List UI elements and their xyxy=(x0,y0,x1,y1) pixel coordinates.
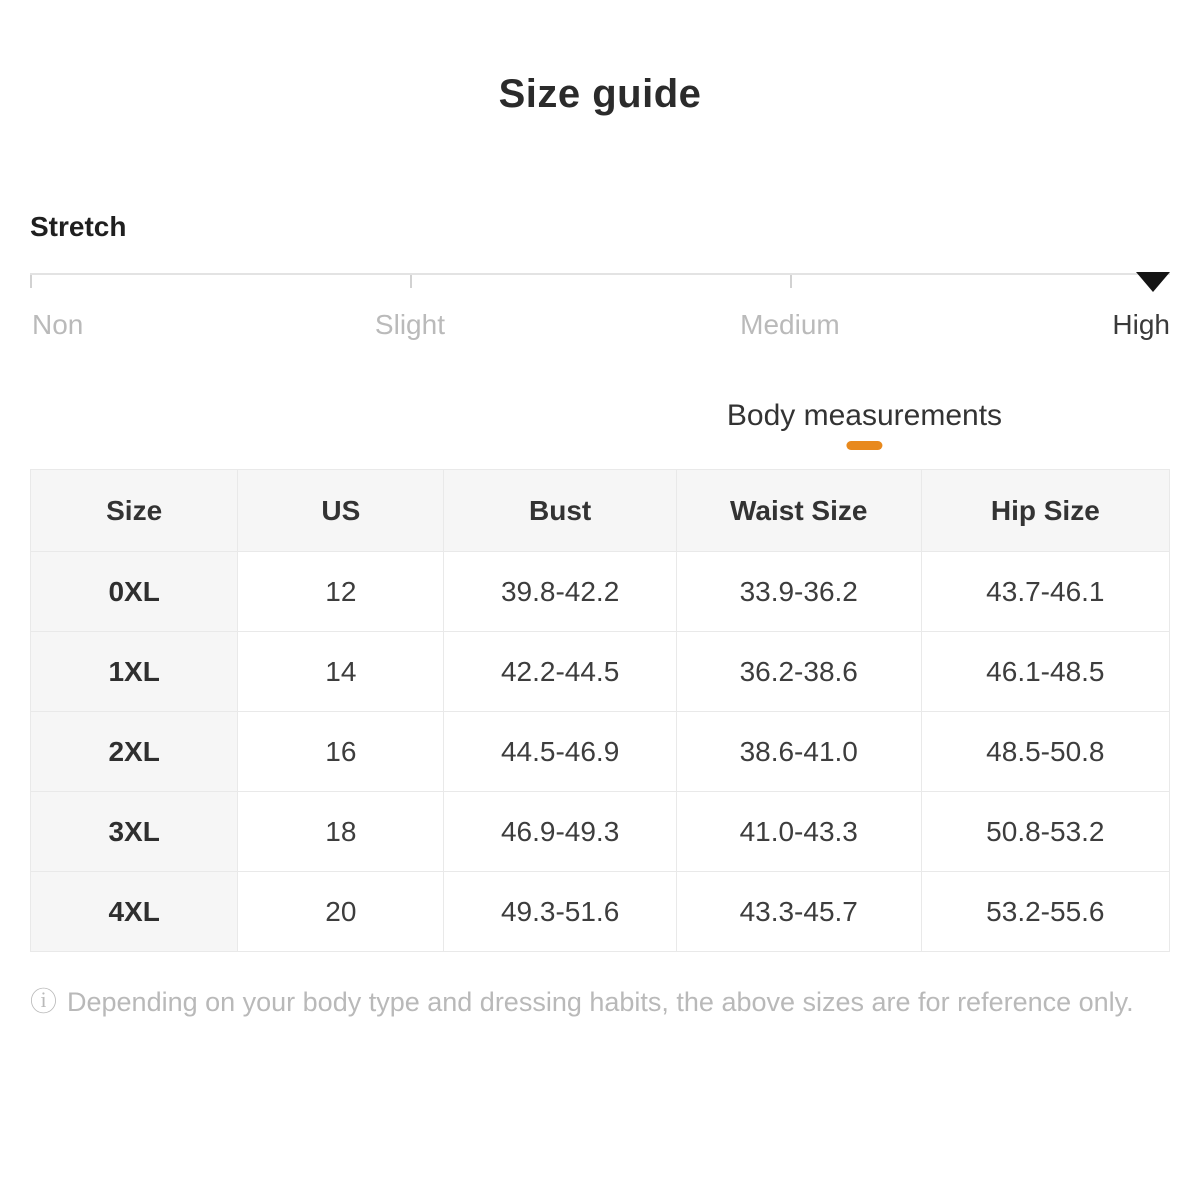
table-row xyxy=(31,792,1170,872)
table-cell: 44.5-46.9 xyxy=(444,712,676,792)
table-cell: 16 xyxy=(238,712,444,792)
table-cell: 18 xyxy=(238,792,444,872)
table-cell: 46.1-48.5 xyxy=(921,632,1169,712)
footnote-text: Depending on your body type and dressing habits, the above sizes are for reference only. xyxy=(67,987,1134,1017)
size-label-cell: 0XL xyxy=(31,552,238,632)
stretch-option-non: Non xyxy=(32,309,84,340)
table-cell: 43.3-45.7 xyxy=(676,872,921,952)
tab-body-measurements[interactable] xyxy=(727,399,1002,450)
table-cell: 33.9-36.2 xyxy=(676,552,921,632)
stretch-tick-medium xyxy=(790,275,792,288)
stretch-section xyxy=(30,211,1170,343)
table-cell: 38.6-41.0 xyxy=(676,712,921,792)
active-tab-indicator xyxy=(846,441,882,450)
size-label-cell: 4XL xyxy=(31,872,238,952)
table-cell: 48.5-50.8 xyxy=(921,712,1169,792)
stretch-option-medium: Medium xyxy=(740,309,840,340)
info-icon: ⓘ xyxy=(30,987,57,1017)
size-label-cell: 2XL xyxy=(31,712,238,792)
size-label-cell: 1XL xyxy=(31,632,238,712)
table-cell: 46.9-49.3 xyxy=(444,792,676,872)
size-table xyxy=(30,469,1170,952)
table-cell: 20 xyxy=(238,872,444,952)
stretch-option-slight: Slight xyxy=(374,309,445,340)
size-label-cell: 3XL xyxy=(31,792,238,872)
column-header-hip: Hip Size xyxy=(921,470,1169,552)
triangle-down-icon xyxy=(1136,272,1170,292)
stretch-tick-slight xyxy=(410,275,412,288)
tab-body-measurements-label: Body measurements xyxy=(726,399,1003,432)
table-row xyxy=(31,712,1170,792)
stretch-option-high: High xyxy=(1112,309,1170,340)
stretch-label: Stretch xyxy=(30,211,127,242)
measurements-tab-row xyxy=(30,399,1170,457)
table-cell: 43.7-46.1 xyxy=(921,552,1169,632)
stretch-scale xyxy=(30,273,1170,293)
table-cell: 50.8-53.2 xyxy=(921,792,1169,872)
table-cell: 42.2-44.5 xyxy=(444,632,676,712)
stretch-tick-non xyxy=(30,275,32,288)
table-cell: 12 xyxy=(238,552,444,632)
stretch-scale-track xyxy=(30,273,1170,275)
stretch-scale-labels xyxy=(30,309,1170,343)
table-cell: 49.3-51.6 xyxy=(444,872,676,952)
footnote xyxy=(30,980,1170,1019)
table-cell: 41.0-43.3 xyxy=(676,792,921,872)
table-row xyxy=(31,552,1170,632)
table-row xyxy=(31,632,1170,712)
table-cell: 14 xyxy=(238,632,444,712)
column-header-size: Size xyxy=(31,470,238,552)
column-header-bust: Bust xyxy=(444,470,676,552)
table-cell: 36.2-38.6 xyxy=(676,632,921,712)
page-title: Size guide xyxy=(498,72,702,116)
table-cell: 39.8-42.2 xyxy=(444,552,676,632)
table-row xyxy=(31,872,1170,952)
column-header-us: US xyxy=(238,470,444,552)
table-cell: 53.2-55.6 xyxy=(921,872,1169,952)
column-header-waist: Waist Size xyxy=(676,470,921,552)
size-guide-page xyxy=(30,0,1170,1019)
size-table-header-row xyxy=(31,470,1170,552)
